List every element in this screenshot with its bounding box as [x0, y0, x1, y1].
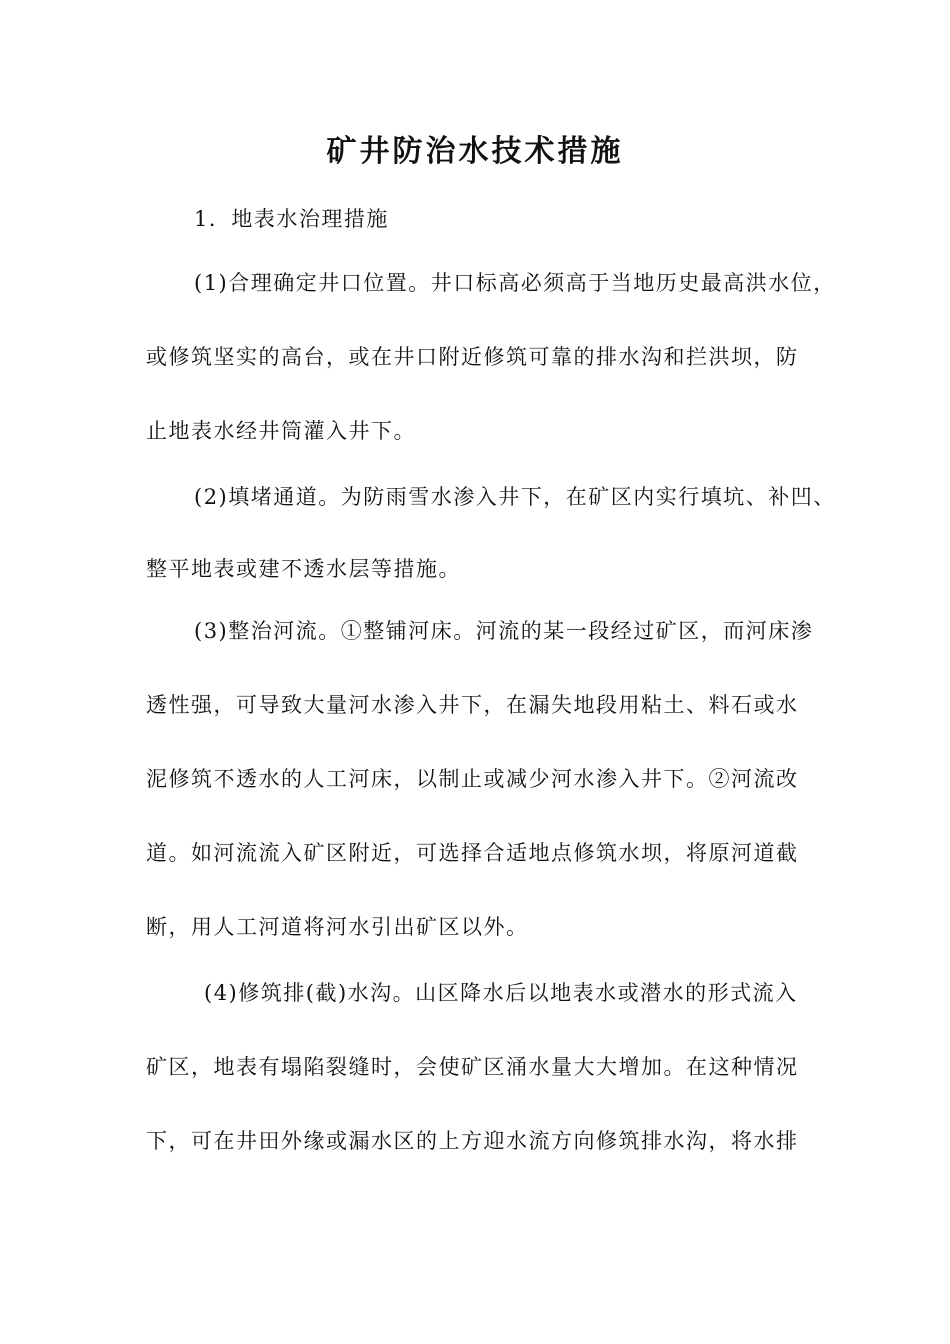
- section-heading: 1．地表水治理措施: [194, 207, 389, 231]
- paragraph-line: 道。如河流流入矿区附近，可选择合适地点修筑水坝，将原河道截: [146, 841, 799, 865]
- paragraph-line: (1)合理确定井口位置。井口标高必须高于当地历史最高洪水位，: [194, 271, 836, 295]
- paragraph-line: 矿区，地表有塌陷裂缝时，会使矿区涌水量大大增加。在这种情况: [146, 1055, 799, 1079]
- paragraph-line: (2)填堵通道。为防雨雪水渗入井下，在矿区内实行填坑、补凹、: [194, 485, 836, 509]
- paragraph-line: 断，用人工河道将河水引出矿区以外。: [146, 915, 529, 939]
- paragraph-line: 止地表水经井筒灌入井下。: [146, 419, 416, 443]
- paragraph-line: (3)整治河流。①整铺河床。河流的某一段经过矿区，而河床渗: [194, 619, 814, 643]
- document-title: 矿井防治水技术措施: [326, 134, 624, 169]
- paragraph-line: 泥修筑不透水的人工河床，以制止或减少河水渗入井下。②河流改: [146, 767, 799, 791]
- paragraph-line: 或修筑坚实的高台，或在井口附近修筑可靠的排水沟和拦洪坝，防: [146, 345, 799, 369]
- paragraph-line: (4)修筑排(截)水沟。山区降水后以地表水或潜水的形式流入: [204, 981, 798, 1005]
- paragraph-line: 下，可在井田外缘或漏水区的上方迎水流方向修筑排水沟，将水排: [146, 1129, 799, 1153]
- paragraph-line: 透性强，可导致大量河水渗入井下，在漏失地段用粘土、料石或水: [146, 693, 799, 717]
- paragraph-line: 整平地表或建不透水层等措施。: [146, 557, 461, 581]
